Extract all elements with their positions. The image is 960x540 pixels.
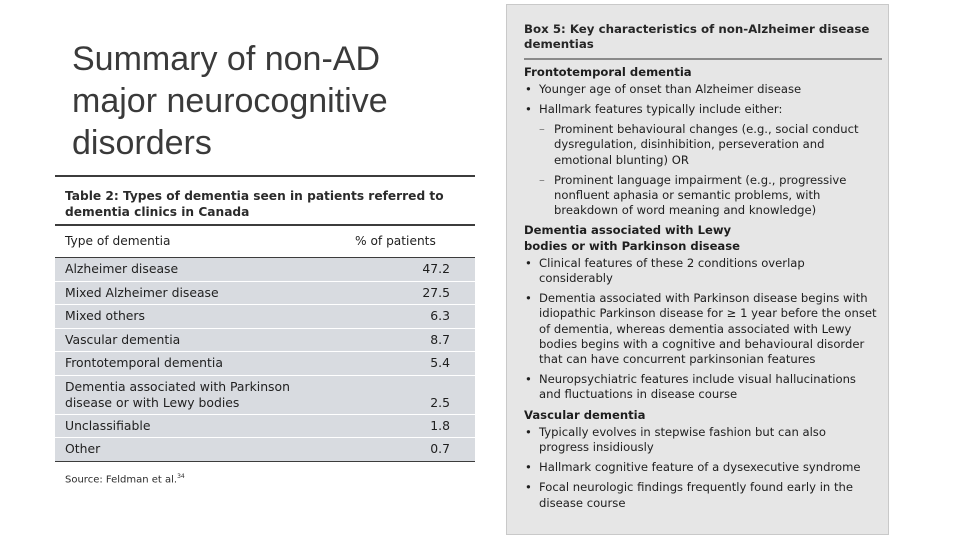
cell-type: Vascular dementia (65, 331, 181, 347)
column-header-type: Type of dementia (65, 234, 171, 248)
table-caption: Table 2: Types of dementia seen in patients referred to dementia clinics in Canada (65, 189, 444, 219)
box5-panel (506, 4, 889, 535)
dementia-types-table (55, 175, 475, 495)
title-line: major neurocognitive (72, 82, 388, 120)
table-row (55, 258, 475, 281)
table-header-row (55, 226, 475, 257)
cell-type: Alzheimer disease (65, 261, 179, 277)
source-text: Source: Feldman et al. (65, 474, 178, 486)
cell-percent: 27.5 (422, 284, 450, 300)
table-row (55, 437, 475, 461)
cell-percent: 5.4 (430, 355, 450, 371)
list-item: • Hallmark features typically include either: (524, 102, 878, 117)
column-header-percent: % of patients (355, 234, 436, 248)
section-title-vascular: Vascular dementia (524, 407, 646, 422)
title-line: Summary of non-AD (72, 40, 380, 78)
list-item: • Typically evolves in stepwise fashion but can also progress insidiously (524, 425, 878, 455)
section-title-ftd: Frontotemporal dementia (524, 64, 692, 79)
sub-list-item: – Prominent behavioural changes (e.g., social conduct dysregulation, disinhibition, perseveration and emotional blunting) OR (524, 122, 878, 168)
table-source (55, 462, 475, 485)
cell-type: Dementia associated with Parkinson disease or with Lewy bodies (65, 378, 290, 410)
cell-type: Mixed Alzheimer disease (65, 284, 219, 300)
section-title-lewy: Dementia associated with Lewy bodies or with Parkinson disease (524, 223, 741, 253)
cell-percent: 8.7 (430, 331, 450, 347)
table-row (55, 351, 475, 375)
cell-type: Mixed others (65, 308, 145, 324)
list-item: • Clinical features of these 2 conditions overlap considerably (524, 256, 878, 286)
table-row (55, 304, 475, 328)
table-row (55, 328, 475, 352)
box-title-rule (524, 58, 882, 60)
table-row (55, 375, 475, 414)
title-line: disorders (72, 124, 212, 162)
cell-percent: 2.5 (430, 394, 450, 410)
cell-percent: 0.7 (430, 441, 450, 457)
cell-percent: 47.2 (422, 261, 450, 277)
table-body (55, 258, 475, 461)
table-row (55, 414, 475, 438)
box-title: Box 5: Key characteristics of non-Alzheimer disease dementias (524, 22, 870, 51)
cell-type: Other (65, 441, 101, 457)
sub-list-item: – Prominent language impairment (e.g., progressive nonfluent aphasia or semantic problems, with breakdown of word meaning and knowledge) (524, 173, 878, 219)
list-item: • Dementia associated with Parkinson disease begins with idiopathic Parkinson disease for ≥ 1 year before the onset of dementia, whereas dementia associated with Lewy bodies begins with a cognitive and behavioural disorder that can have concurrent parkinsonian features (524, 291, 878, 367)
list-item: • Younger age of onset than Alzheimer disease (524, 82, 878, 97)
list-item: • Neuropsychiatric features include visual hallucinations and fluctuations in disease course (524, 372, 878, 402)
table-row (55, 281, 475, 305)
list-item: • Focal neurologic findings frequently found early in the disease course (524, 480, 878, 510)
source-reference: 34 (177, 473, 185, 480)
slide-title (72, 38, 492, 164)
cell-percent: 6.3 (430, 308, 450, 324)
list-item: • Hallmark cognitive feature of a dysexecutive syndrome (524, 460, 878, 475)
cell-type: Frontotemporal dementia (65, 355, 223, 371)
cell-percent: 1.8 (430, 417, 450, 433)
cell-type: Unclassifiable (65, 417, 151, 433)
